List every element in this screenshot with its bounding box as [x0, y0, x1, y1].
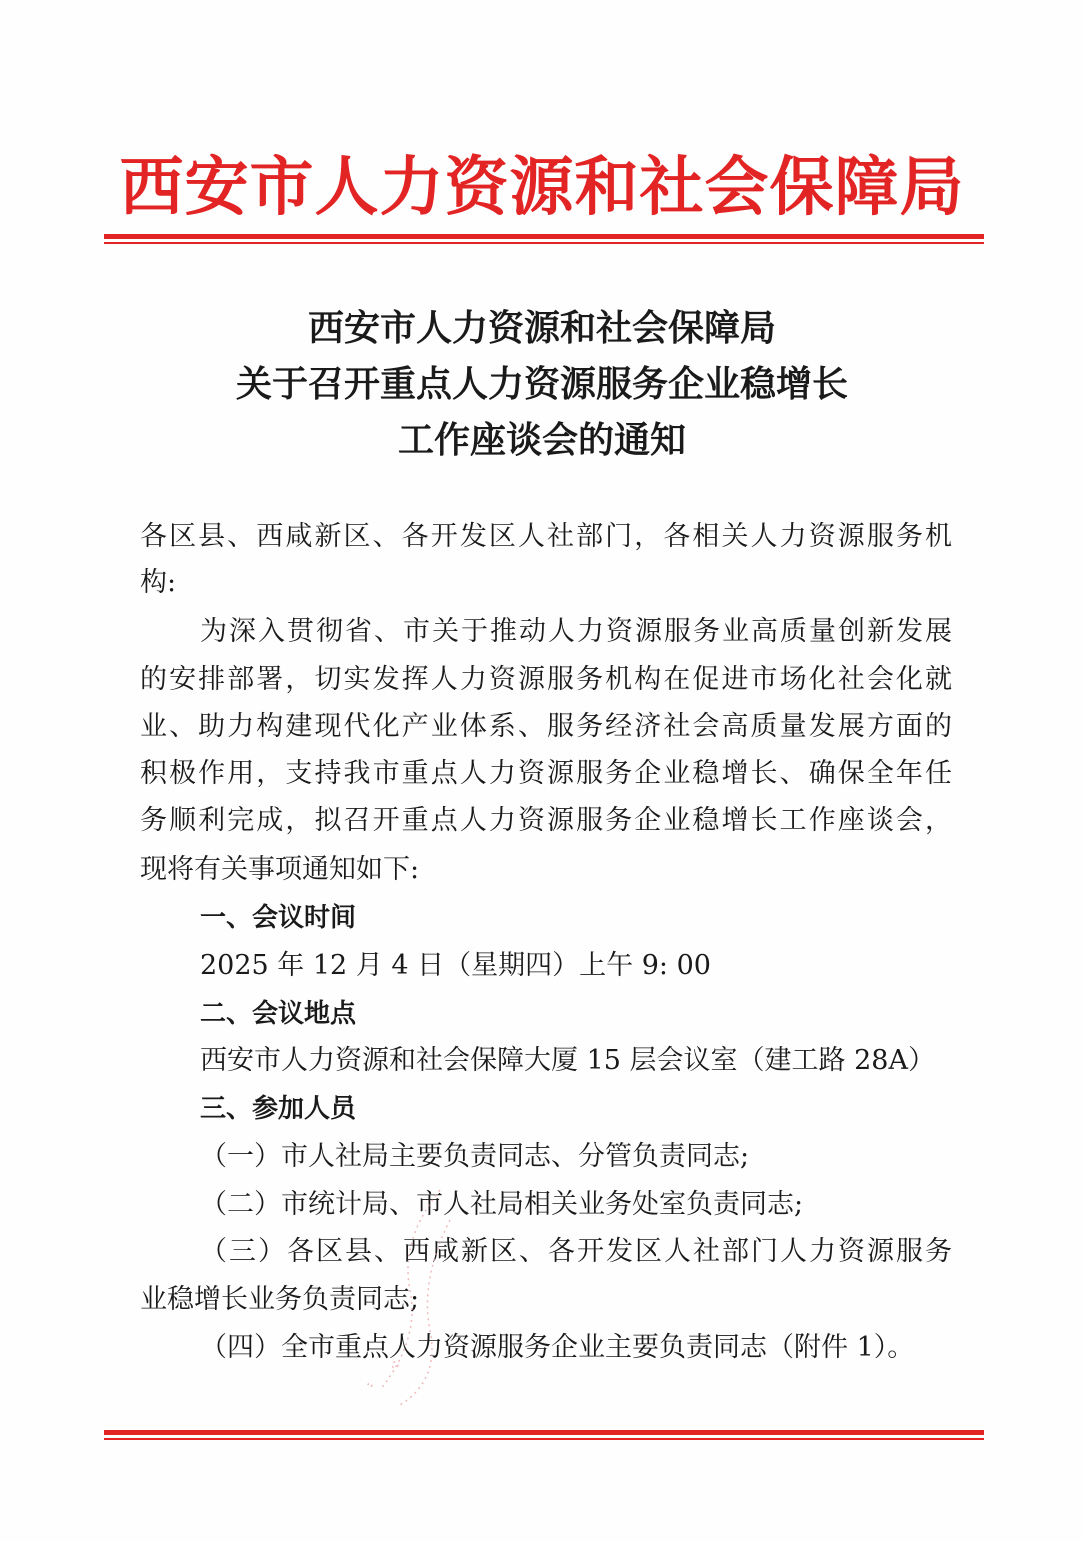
document-title-line-2: 关于召开重点人力资源服务企业稳增长 [235, 363, 848, 405]
document-title-line-3: 工作座谈会的通知 [397, 419, 686, 461]
masthead-red-rule [104, 234, 984, 244]
masthead-title: 西安市人力资源和社会保障局 [119, 150, 965, 225]
meeting-location: 西安市人力资源和社会保障大厦 15 层会议室（建工路 28A） [200, 1045, 935, 1076]
intro-line-4: 积极作用，支持我市重点人力资源服务企业稳增长、确保全年任 [140, 758, 952, 789]
meeting-time: 2025 年 12 月 4 日（星期四）上午 9: 00 [200, 950, 711, 981]
section-1-heading: 一、会议时间 [200, 903, 357, 933]
section-2-heading: 二、会议地点 [200, 999, 357, 1029]
intro-line-6: 现将有关事项通知如下: [140, 854, 420, 885]
attendee-item-3-line-1: （三）各区县、西咸新区、各开发区人社部门人力资源服务 [200, 1236, 952, 1267]
intro-line-2: 的安排部署，切实发挥人力资源服务机构在促进市场化社会化就 [140, 664, 952, 695]
attendee-item-4: （四）全市重点人力资源服务企业主要负责同志（附件 1）。 [200, 1332, 915, 1363]
intro-line-5: 务顺利完成，拟召开重点人力资源服务企业稳增长工作座谈会， [140, 805, 952, 836]
addressee-line-1: 各区县、西咸新区、各开发区人社部门，各相关人力资源服务机 [140, 521, 952, 552]
intro-line-3: 业、助力构建现代化产业体系、服务经济社会高质量发展方面的 [140, 711, 952, 742]
document-title-line-1: 西安市人力资源和社会保障局 [307, 307, 776, 349]
attendee-item-3-line-2: 业稳增长业务负责同志; [140, 1284, 420, 1315]
footer-red-rule [104, 1430, 984, 1440]
attendee-item-2: （二）市统计局、市人社局相关业务处室负责同志; [200, 1189, 804, 1220]
attendee-item-1: （一）市人社局主要负责同志、分管负责同志; [200, 1141, 750, 1172]
section-3-heading: 三、参加人员 [200, 1094, 357, 1124]
addressee-line-2: 构: [140, 567, 177, 598]
intro-line-1: 为深入贯彻省、市关于推动人力资源服务业高质量创新发展 [200, 616, 952, 647]
